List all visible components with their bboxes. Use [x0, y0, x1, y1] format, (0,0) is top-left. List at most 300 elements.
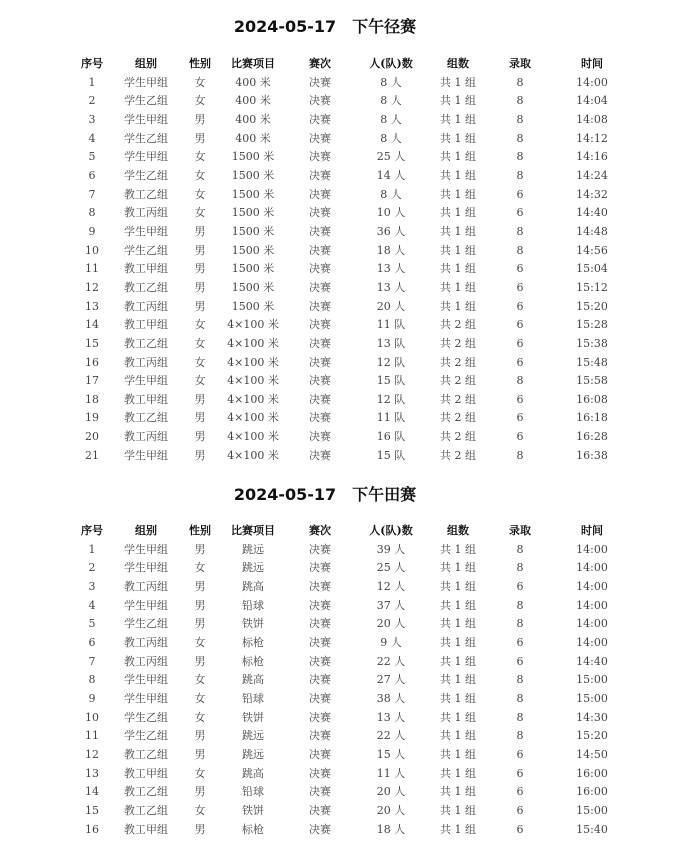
table-row — [72, 541, 632, 560]
track-cell-group: 教工丙组 — [124, 355, 168, 369]
field-cell-group: 学生甲组 — [124, 691, 168, 705]
track-cell-groups: 共 2 组 — [440, 392, 476, 406]
track-cell-gender: 男 — [194, 262, 206, 276]
track-cell-count: 36 人 — [376, 224, 406, 238]
track-cell-seq: 4 — [88, 131, 96, 145]
track-cell-event: 4×100 米 — [227, 355, 279, 369]
track-cell-gender: 女 — [194, 374, 206, 388]
field-header-group: 组别 — [135, 524, 157, 537]
track-header-count: 人(队)数 — [369, 57, 413, 70]
field-cell-seq: 4 — [88, 598, 96, 612]
field-cell-group: 教工甲组 — [124, 822, 168, 836]
table-row — [72, 727, 632, 746]
track-cell-seq: 12 — [85, 280, 99, 294]
field-cell-gender: 女 — [194, 561, 206, 575]
track-cell-qualify: 8 — [516, 224, 524, 238]
field-cell-event: 跳高 — [242, 673, 264, 687]
field-cell-group: 学生甲组 — [124, 598, 168, 612]
field-cell-event: 铅球 — [242, 598, 264, 612]
table-row — [72, 74, 632, 93]
field-cell-event: 铁饼 — [242, 710, 264, 724]
field-cell-seq: 1 — [88, 542, 96, 556]
track-cell-gender: 男 — [194, 131, 206, 145]
track-cell-seq: 11 — [85, 262, 99, 276]
field-cell-groups: 共 1 组 — [440, 673, 476, 687]
track-cell-count: 18 人 — [376, 243, 406, 257]
track-cell-group: 学生甲组 — [124, 374, 168, 388]
track-cell-round: 决赛 — [309, 411, 331, 425]
track-header-seq: 序号 — [81, 57, 103, 70]
track-cell-event: 400 米 — [235, 94, 271, 108]
field-cell-time: 14:50 — [576, 747, 608, 761]
track-cell-gender: 男 — [194, 448, 206, 462]
table-row — [72, 428, 632, 447]
track-cell-group: 学生乙组 — [124, 131, 168, 145]
field-cell-gender: 男 — [194, 729, 206, 743]
track-cell-event: 1500 米 — [231, 206, 275, 220]
field-cell-seq: 16 — [85, 822, 99, 836]
track-cell-groups: 共 1 组 — [440, 280, 476, 294]
table-row — [72, 372, 632, 391]
field-cell-gender: 女 — [194, 691, 206, 705]
track-cell-seq: 14 — [85, 318, 99, 332]
track-cell-event: 1500 米 — [231, 187, 275, 201]
track-cell-round: 决赛 — [309, 374, 331, 388]
table-row — [72, 709, 632, 728]
field-cell-group: 教工丙组 — [124, 635, 168, 649]
field-cell-seq: 2 — [88, 561, 96, 575]
track-cell-event: 4×100 米 — [227, 374, 279, 388]
table-row — [72, 92, 632, 111]
field-cell-round: 决赛 — [309, 691, 331, 705]
field-cell-event: 铅球 — [242, 691, 264, 705]
field-cell-groups: 共 1 组 — [440, 729, 476, 743]
field-cell-qualify: 8 — [516, 729, 524, 743]
field-cell-seq: 9 — [88, 691, 96, 705]
track-cell-groups: 共 1 组 — [440, 187, 476, 201]
field-cell-gender: 男 — [194, 542, 206, 556]
track-cell-event: 1500 米 — [231, 168, 275, 182]
field-header-event: 比赛项目 — [231, 524, 275, 537]
field-cell-gender: 男 — [194, 785, 206, 799]
field-cell-group: 学生乙组 — [124, 710, 168, 724]
field-cell-qualify: 8 — [516, 542, 524, 556]
track-cell-seq: 3 — [88, 112, 96, 126]
field-cell-event: 跳远 — [242, 561, 264, 575]
field-cell-seq: 7 — [88, 654, 96, 668]
field-cell-qualify: 8 — [516, 673, 524, 687]
track-cell-gender: 女 — [194, 75, 206, 89]
field-cell-count: 20 人 — [376, 803, 406, 817]
track-cell-time: 14:12 — [576, 131, 608, 145]
track-cell-groups: 共 1 组 — [440, 94, 476, 108]
track-cell-event: 4×100 米 — [227, 430, 279, 444]
track-cell-qualify: 6 — [516, 355, 524, 369]
track-cell-gender: 女 — [194, 150, 206, 164]
track-cell-group: 教工甲组 — [124, 392, 168, 406]
table-row — [72, 316, 632, 335]
track-cell-count: 25 人 — [376, 150, 406, 164]
field-cell-groups: 共 1 组 — [440, 710, 476, 724]
track-cell-gender: 男 — [194, 112, 206, 126]
track-cell-time: 16:38 — [576, 448, 608, 462]
field-cell-qualify: 8 — [516, 710, 524, 724]
field-cell-event: 铁饼 — [242, 617, 264, 631]
track-cell-time: 14:40 — [576, 206, 608, 220]
field-header-round: 赛次 — [309, 524, 331, 537]
table-row — [72, 167, 632, 186]
track-cell-gender: 男 — [194, 280, 206, 294]
field-cell-group: 教工乙组 — [124, 785, 168, 799]
table-row — [72, 298, 632, 317]
field-cell-round: 决赛 — [309, 729, 331, 743]
field-cell-count: 13 人 — [376, 710, 406, 724]
field-cell-groups: 共 1 组 — [440, 654, 476, 668]
field-cell-count: 22 人 — [376, 729, 406, 743]
track-cell-qualify: 8 — [516, 150, 524, 164]
track-cell-groups: 共 1 组 — [440, 262, 476, 276]
field-cell-seq: 15 — [85, 803, 99, 817]
track-cell-time: 15:12 — [576, 280, 608, 294]
track-cell-time: 15:04 — [576, 262, 608, 276]
track-cell-gender: 女 — [194, 318, 206, 332]
track-cell-round: 决赛 — [309, 112, 331, 126]
track-header-event: 比赛项目 — [231, 57, 275, 70]
track-cell-gender: 男 — [194, 224, 206, 238]
track-cell-gender: 男 — [194, 411, 206, 425]
track-cell-qualify: 6 — [516, 206, 524, 220]
field-cell-event: 跳高 — [242, 579, 264, 593]
track-cell-qualify: 6 — [516, 262, 524, 276]
field-cell-time: 16:00 — [576, 766, 608, 780]
track-cell-groups: 共 1 组 — [440, 131, 476, 145]
field-table-body — [72, 541, 632, 840]
table-row — [72, 671, 632, 690]
field-cell-qualify: 6 — [516, 822, 524, 836]
track-cell-qualify: 6 — [516, 336, 524, 350]
field-cell-qualify: 6 — [516, 635, 524, 649]
track-cell-gender: 男 — [194, 243, 206, 257]
track-cell-round: 决赛 — [309, 206, 331, 220]
field-cell-qualify: 6 — [516, 579, 524, 593]
track-cell-group: 学生甲组 — [124, 150, 168, 164]
table-row — [72, 223, 632, 242]
field-cell-group: 教工乙组 — [124, 747, 168, 761]
field-cell-gender: 男 — [194, 822, 206, 836]
track-cell-time: 15:28 — [576, 318, 608, 332]
track-cell-qualify: 8 — [516, 75, 524, 89]
table-row — [72, 765, 632, 784]
table-row — [72, 148, 632, 167]
field-title: 2024-05-17 下午田赛 — [233, 485, 417, 504]
track-cell-count: 15 队 — [376, 374, 406, 388]
track-cell-group: 学生甲组 — [124, 75, 168, 89]
field-cell-time: 14:00 — [576, 635, 608, 649]
field-cell-groups: 共 1 组 — [440, 785, 476, 799]
field-cell-count: 38 人 — [376, 691, 406, 705]
track-cell-round: 决赛 — [309, 318, 331, 332]
field-cell-group: 教工甲组 — [124, 766, 168, 780]
field-cell-qualify: 6 — [516, 654, 524, 668]
track-cell-count: 14 人 — [376, 168, 406, 182]
track-cell-count: 8 人 — [380, 187, 402, 201]
field-cell-qualify: 6 — [516, 803, 524, 817]
field-cell-gender: 男 — [194, 617, 206, 631]
field-cell-group: 学生乙组 — [124, 729, 168, 743]
track-cell-time: 14:08 — [576, 112, 608, 126]
track-cell-event: 4×100 米 — [227, 392, 279, 406]
table-row — [72, 634, 632, 653]
track-cell-qualify: 6 — [516, 430, 524, 444]
table-row — [72, 802, 632, 821]
field-cell-groups: 共 1 组 — [440, 542, 476, 556]
field-cell-count: 20 人 — [376, 617, 406, 631]
track-cell-groups: 共 1 组 — [440, 75, 476, 89]
track-cell-seq: 8 — [88, 206, 96, 220]
track-cell-event: 1500 米 — [231, 299, 275, 313]
track-header-qualify: 录取 — [509, 57, 531, 70]
field-cell-round: 决赛 — [309, 673, 331, 687]
track-cell-time: 15:38 — [576, 336, 608, 350]
field-cell-round: 决赛 — [309, 579, 331, 593]
track-cell-gender: 女 — [194, 355, 206, 369]
field-cell-count: 22 人 — [376, 654, 406, 668]
track-cell-time: 14:00 — [576, 75, 608, 89]
track-cell-qualify: 8 — [516, 374, 524, 388]
field-cell-time: 14:00 — [576, 579, 608, 593]
table-row — [72, 690, 632, 709]
track-cell-qualify: 6 — [516, 187, 524, 201]
track-cell-seq: 17 — [85, 374, 99, 388]
field-cell-seq: 10 — [85, 710, 99, 724]
track-cell-event: 1500 米 — [231, 243, 275, 257]
track-cell-round: 决赛 — [309, 131, 331, 145]
field-cell-qualify: 6 — [516, 766, 524, 780]
track-header-group: 组别 — [135, 57, 157, 70]
table-row — [72, 653, 632, 672]
field-header-gender: 性别 — [189, 524, 211, 537]
field-header-seq: 序号 — [81, 524, 103, 537]
track-cell-gender: 女 — [194, 94, 206, 108]
track-table — [72, 55, 632, 465]
field-cell-qualify: 6 — [516, 747, 524, 761]
track-cell-time: 15:58 — [576, 374, 608, 388]
field-cell-group: 教工丙组 — [124, 654, 168, 668]
field-cell-seq: 11 — [85, 729, 99, 743]
field-cell-count: 12 人 — [376, 579, 406, 593]
table-row — [72, 204, 632, 223]
table-row — [72, 186, 632, 205]
track-cell-round: 决赛 — [309, 448, 331, 462]
track-cell-round: 决赛 — [309, 94, 331, 108]
track-cell-round: 决赛 — [309, 168, 331, 182]
track-cell-group: 教工乙组 — [124, 336, 168, 350]
table-row — [72, 447, 632, 466]
field-cell-time: 16:00 — [576, 785, 608, 799]
field-header-qualify: 录取 — [509, 524, 531, 537]
track-cell-seq: 10 — [85, 243, 99, 257]
track-cell-group: 学生甲组 — [124, 112, 168, 126]
field-cell-gender: 男 — [194, 654, 206, 668]
table-row — [72, 111, 632, 130]
field-cell-round: 决赛 — [309, 710, 331, 724]
table-row — [72, 597, 632, 616]
track-cell-group: 教工丙组 — [124, 299, 168, 313]
field-cell-groups: 共 1 组 — [440, 598, 476, 612]
field-cell-round: 决赛 — [309, 766, 331, 780]
track-cell-gender: 男 — [194, 299, 206, 313]
field-cell-gender: 男 — [194, 747, 206, 761]
field-cell-gender: 女 — [194, 673, 206, 687]
field-cell-group: 学生甲组 — [124, 673, 168, 687]
field-cell-time: 15:00 — [576, 691, 608, 705]
track-cell-round: 决赛 — [309, 392, 331, 406]
field-cell-gender: 女 — [194, 710, 206, 724]
field-cell-groups: 共 1 组 — [440, 561, 476, 575]
table-row — [72, 391, 632, 410]
track-cell-groups: 共 2 组 — [440, 318, 476, 332]
track-cell-group: 学生乙组 — [124, 94, 168, 108]
track-cell-event: 1500 米 — [231, 224, 275, 238]
track-cell-groups: 共 1 组 — [440, 206, 476, 220]
track-cell-count: 8 人 — [380, 131, 402, 145]
track-cell-group: 教工甲组 — [124, 318, 168, 332]
track-cell-count: 12 队 — [376, 355, 406, 369]
field-header-groups: 组数 — [447, 524, 469, 537]
track-cell-round: 决赛 — [309, 336, 331, 350]
track-cell-seq: 16 — [85, 355, 99, 369]
field-cell-count: 18 人 — [376, 822, 406, 836]
field-cell-seq: 6 — [88, 635, 96, 649]
track-cell-group: 学生乙组 — [124, 168, 168, 182]
field-header-row — [72, 522, 632, 541]
track-cell-seq: 2 — [88, 94, 96, 108]
track-cell-qualify: 8 — [516, 94, 524, 108]
track-cell-count: 20 人 — [376, 299, 406, 313]
table-row — [72, 821, 632, 840]
field-cell-round: 决赛 — [309, 822, 331, 836]
track-header-row — [72, 55, 632, 74]
track-cell-count: 12 队 — [376, 392, 406, 406]
track-cell-event: 4×100 米 — [227, 448, 279, 462]
track-cell-event: 400 米 — [235, 75, 271, 89]
field-cell-time: 14:40 — [576, 654, 608, 668]
track-cell-groups: 共 1 组 — [440, 112, 476, 126]
field-cell-time: 14:00 — [576, 598, 608, 612]
field-cell-qualify: 8 — [516, 598, 524, 612]
track-cell-event: 400 米 — [235, 131, 271, 145]
table-row — [72, 746, 632, 765]
track-cell-event: 1500 米 — [231, 150, 275, 164]
field-cell-qualify: 8 — [516, 561, 524, 575]
track-cell-time: 16:08 — [576, 392, 608, 406]
track-cell-groups: 共 2 组 — [440, 336, 476, 350]
track-cell-count: 11 队 — [376, 318, 406, 332]
track-cell-round: 决赛 — [309, 224, 331, 238]
field-cell-count: 27 人 — [376, 673, 406, 687]
field-cell-groups: 共 1 组 — [440, 766, 476, 780]
field-cell-round: 决赛 — [309, 561, 331, 575]
track-cell-groups: 共 2 组 — [440, 430, 476, 444]
track-cell-gender: 女 — [194, 187, 206, 201]
field-cell-event: 跳远 — [242, 729, 264, 743]
table-row — [72, 242, 632, 261]
field-cell-time: 14:00 — [576, 561, 608, 575]
field-cell-event: 跳高 — [242, 766, 264, 780]
track-cell-round: 决赛 — [309, 430, 331, 444]
track-cell-groups: 共 2 组 — [440, 411, 476, 425]
field-header-time: 时间 — [581, 524, 603, 537]
field-cell-event: 跳远 — [242, 542, 264, 556]
track-cell-group: 教工丙组 — [124, 430, 168, 444]
field-cell-time: 14:00 — [576, 617, 608, 631]
track-cell-time: 15:20 — [576, 299, 608, 313]
track-cell-event: 4×100 米 — [227, 411, 279, 425]
field-cell-gender: 男 — [194, 598, 206, 612]
track-header-groups: 组数 — [447, 57, 469, 70]
field-cell-time: 14:00 — [576, 542, 608, 556]
field-cell-count: 11 人 — [376, 766, 406, 780]
track-cell-qualify: 8 — [516, 131, 524, 145]
field-cell-time: 14:30 — [576, 710, 608, 724]
field-cell-round: 决赛 — [309, 635, 331, 649]
track-cell-round: 决赛 — [309, 150, 331, 164]
table-row — [72, 578, 632, 597]
track-header-round: 赛次 — [309, 57, 331, 70]
track-cell-seq: 6 — [88, 168, 96, 182]
track-cell-groups: 共 1 组 — [440, 243, 476, 257]
track-cell-seq: 5 — [88, 150, 96, 164]
track-cell-groups: 共 1 组 — [440, 168, 476, 182]
field-cell-group: 教工丙组 — [124, 579, 168, 593]
track-cell-time: 14:16 — [576, 150, 608, 164]
track-cell-round: 决赛 — [309, 187, 331, 201]
track-cell-group: 学生甲组 — [124, 448, 168, 462]
field-cell-event: 标枪 — [242, 635, 264, 649]
field-cell-seq: 13 — [85, 766, 99, 780]
track-cell-qualify: 6 — [516, 299, 524, 313]
field-cell-group: 教工乙组 — [124, 803, 168, 817]
track-cell-qualify: 8 — [516, 168, 524, 182]
track-cell-groups: 共 2 组 — [440, 355, 476, 369]
track-cell-groups: 共 1 组 — [440, 299, 476, 313]
field-cell-time: 15:20 — [576, 729, 608, 743]
track-cell-event: 400 米 — [235, 112, 271, 126]
track-cell-round: 决赛 — [309, 243, 331, 257]
track-cell-round: 决赛 — [309, 355, 331, 369]
track-cell-time: 14:24 — [576, 168, 608, 182]
table-row — [72, 260, 632, 279]
track-cell-groups: 共 1 组 — [440, 150, 476, 164]
track-cell-gender: 男 — [194, 430, 206, 444]
track-cell-count: 13 队 — [376, 336, 406, 350]
track-cell-count: 8 人 — [380, 112, 402, 126]
track-cell-seq: 19 — [85, 411, 99, 425]
field-cell-time: 15:40 — [576, 822, 608, 836]
track-table-body — [72, 74, 632, 466]
field-cell-seq: 14 — [85, 785, 99, 799]
track-cell-qualify: 8 — [516, 243, 524, 257]
track-cell-count: 8 人 — [380, 75, 402, 89]
table-row — [72, 279, 632, 298]
field-cell-gender: 女 — [194, 803, 206, 817]
track-cell-event: 4×100 米 — [227, 318, 279, 332]
track-cell-seq: 13 — [85, 299, 99, 313]
track-cell-group: 学生甲组 — [124, 224, 168, 238]
table-row — [72, 559, 632, 578]
field-cell-seq: 3 — [88, 579, 96, 593]
field-cell-round: 决赛 — [309, 785, 331, 799]
